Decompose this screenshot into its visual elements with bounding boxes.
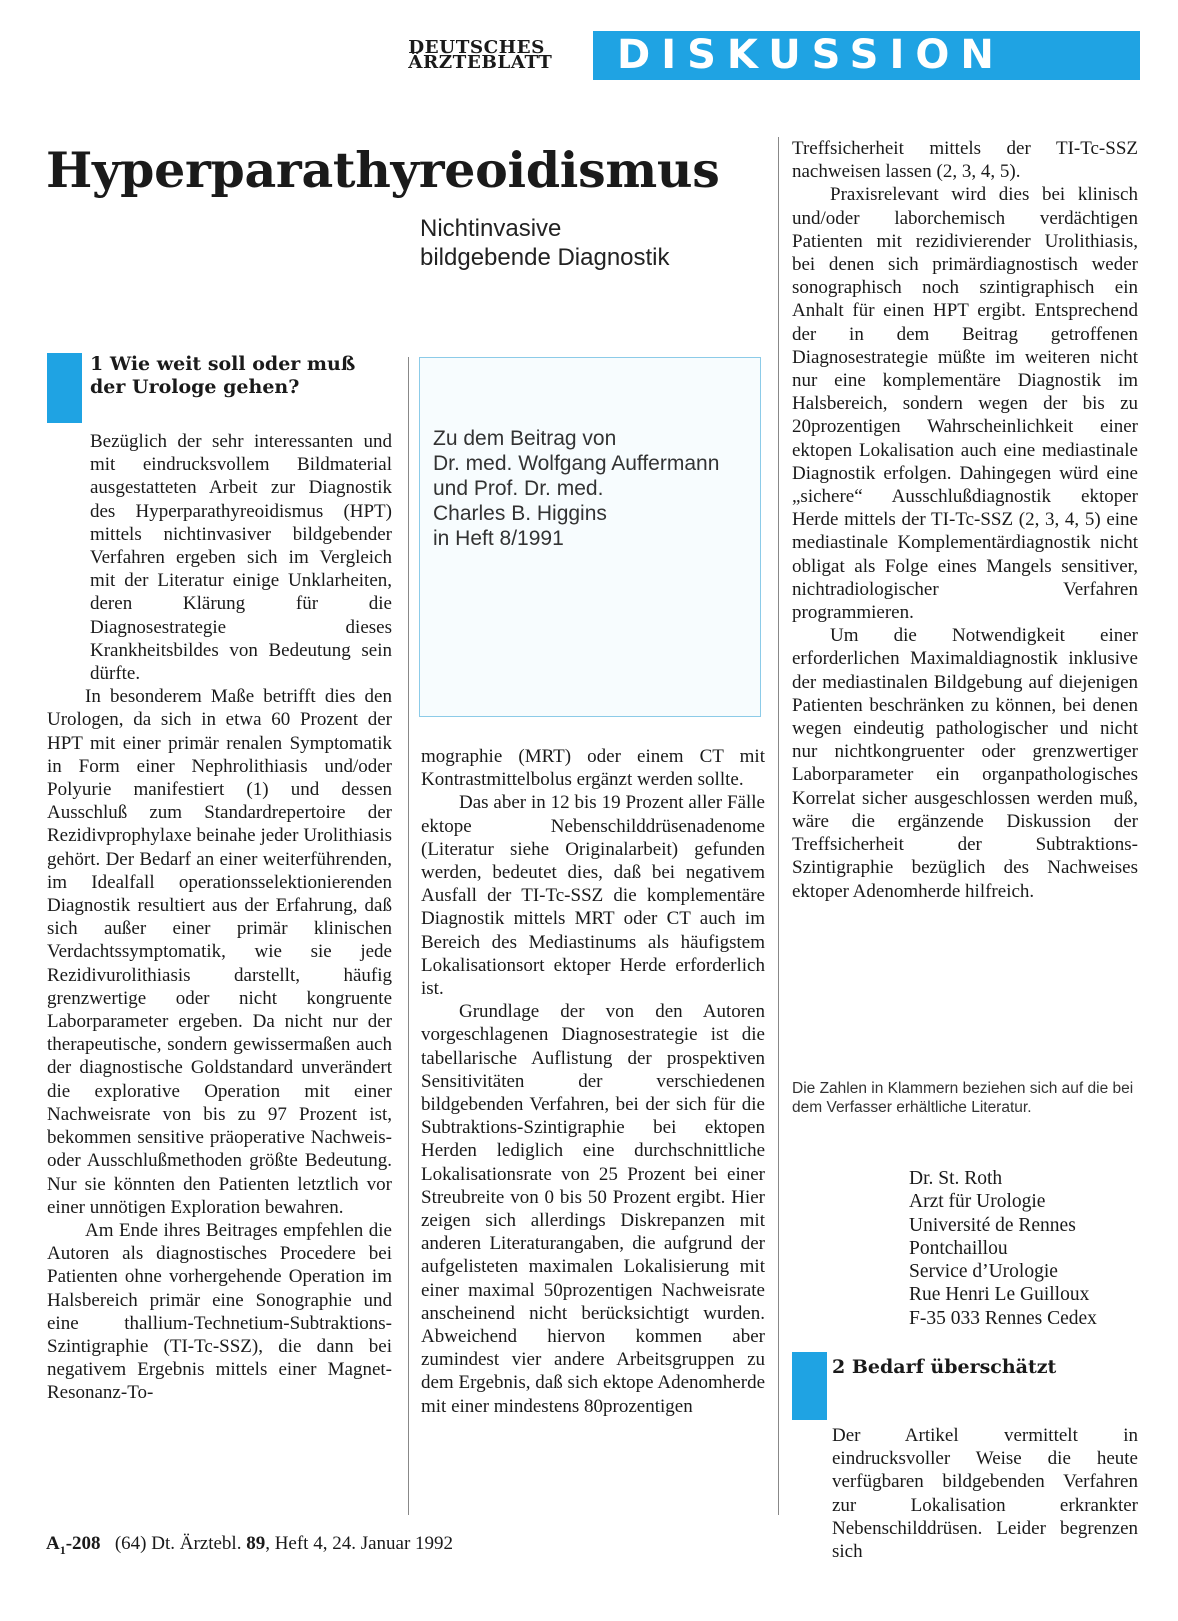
section1-paragraph-1: Bezüglich der sehr interessanten und mit eindrucksvollem Bildmaterial ausgestatteten Arbeit zur Diagnostik des Hyperparathyreoidismus (HPT) mittels nichtinvasiver bildgebender Verfahren ergeben sich im Vergleich mit der Literatur einige Unklarheiten, deren Klärung für die Diagnosestrategie dieses Krankheitsbildes von Bedeutung sein dürfte. bbox=[90, 431, 392, 685]
signature-line4: Pontchaillou bbox=[909, 1237, 1008, 1259]
article-subtitle bbox=[420, 214, 750, 272]
subtitle-line1: Nichtinvasive bbox=[420, 215, 562, 242]
footnote: Die Zahlen in Klammern beziehen sich auf die bei dem Verfasser erhältliche Literatur. bbox=[792, 1080, 1134, 1116]
author-signature bbox=[909, 1167, 1149, 1330]
reference-box-text bbox=[433, 426, 753, 551]
reference-line3: und Prof. Dr. med. bbox=[433, 477, 604, 500]
section1-paragraph-7: Treffsicherheit mittels der TI-Tc-SSZ nachweisen lassen (2, 3, 4, 5). bbox=[792, 138, 1138, 183]
page-footer bbox=[46, 1532, 646, 1562]
masthead-line2: ÄRZTEBLATT bbox=[408, 52, 553, 73]
section1-paragraph-8: Praxisrelevant wird dies bei klinisch und/oder laborchemisch verdächtigen Patienten mit rezidivierender Urolithiasis, bei denen sich primärdiagnostisch weder sonographisch noch szintigraphisch ein Anhalt für einen HPT ergibt. Entsprechend der in dem Beitrag getroffenen Diagnosestrategie müßte im weiteren nicht nur eine komplementäre Diagnostik im Halsbereich, sondern wegen der bis zu 20prozentigen Wahrscheinlichkeit einer ektopen Lokalisation auch eine mediastinale Diagnostik erfolgen. Dahingegen würd eine „sichere“ Ausschlußdiagnostik ektoper Herde mittels der TI-Tc-SSZ (2, 3, 4, 5) eine mediastinale Komplementärdiagnostik nicht obligat als Folge eines Mangels sensitiver, nichtradiologischer Verfahren programmieren. bbox=[792, 184, 1138, 624]
section1-paragraph-4: mographie (MRT) oder einem CT mit Kontrastmittelbolus ergänzt werden sollte. bbox=[421, 746, 765, 791]
reference-box bbox=[419, 357, 761, 717]
column-3-section2 bbox=[792, 1424, 1138, 1563]
column-rule-right bbox=[778, 137, 779, 1515]
page-num: -208 bbox=[65, 1533, 101, 1554]
section1-paragraph-3: Am Ende ihres Beitrages empfehlen die Autoren als diagnostisches Procedere bei Patienten ohne vorhergehende Operation im Halsbereich primär eine Sonographie und eine thallium-Technetium-Subtraktions-Szintigraphie (TI-Tc-SSZ), die dann bei negativem Ergebnis mittels einer Magnet-Resonanz-To- bbox=[47, 1219, 392, 1404]
signature-line5: Service d’Urologie bbox=[909, 1261, 1058, 1283]
signature-line1: Dr. St. Roth bbox=[909, 1168, 1003, 1189]
section2-marker bbox=[792, 1352, 827, 1420]
section2-heading: 2 Bedarf überschätzt bbox=[832, 1356, 1057, 1378]
section1-heading-line2: der Urologe gehen? bbox=[90, 376, 300, 398]
column-2 bbox=[421, 745, 765, 1418]
masthead-line1: DEUTSCHES bbox=[408, 37, 545, 58]
subtitle-line2: bildgebende Diagnostik bbox=[420, 244, 670, 271]
reference-line5: in Heft 8/1991 bbox=[433, 527, 564, 550]
section1-paragraph-5: Das aber in 12 bis 19 Prozent aller Fälle ektope Nebenschilddrüsenadenome (Literatur siehe Originalarbeit) gefunden werden, bedeutet dies, daß bei negativem Ausfall der TI-Tc-SSZ die komplementäre Diagnostik mittels MRT oder CT auch im Bereich des Mediastinums als häufigstem Lokalisationsort ektoper Herde erforderlich ist. bbox=[421, 792, 765, 1000]
section2-paragraph-1: Der Artikel vermittelt in eindrucksvoller Weise die heute verfügbaren bildgebenden Verfahren zur Lokalisation erkrankter Nebenschilddrüsen. Leider begrenzen sich bbox=[832, 1425, 1138, 1563]
issue-volume: 89 bbox=[246, 1533, 266, 1554]
signature-line2: Arzt für Urologie bbox=[909, 1191, 1046, 1213]
section-label: DISKUSSION bbox=[617, 32, 1005, 78]
reference-line4: Charles B. Higgins bbox=[433, 502, 607, 525]
section1-paragraph-6: Grundlage der von den Autoren vorgeschlagenen Diagnosestrategie ist die tabellarische Auflistung der prospektiven Sensitivitäten der verschiedenen bildgebenden Verfahren, bei der sich für die Subtraktions-Szintigraphie bei ektopen Herden lediglich eine durchschnittliche Lokalisationsrate von 25 Prozent bei einer Streubreite von 0 bis 50 Prozent ergibt. Hier zeigen sich allerdings Diskrepanzen mit anderen Literaturangaben, die aufgrund der aufgelisteten maximalen Lokalisierung mit einer maximal 50prozentigen Nachweisrate anscheinend nicht berücksichtigt wurden. Abweichend hiervon kommen aber zumindest vier andere Arbeitsgruppen zu dem Ergebnis, daß sich ektope Adenomherde mit einer mindestens 80prozentigen bbox=[421, 1001, 765, 1417]
page-prefix: A bbox=[46, 1533, 60, 1554]
issue-pre: (64) Dt. Ärztebl. bbox=[114, 1533, 242, 1554]
masthead-logo bbox=[408, 37, 587, 73]
section1-heading bbox=[90, 353, 390, 399]
section1-heading-line1: 1 Wie weit soll oder muß bbox=[90, 353, 356, 375]
article-title: Hyperparathyreoidismus bbox=[46, 141, 720, 199]
column-3 bbox=[792, 137, 1138, 903]
section1-paragraph-2: In besonderem Maße betrifft dies den Urologen, da sich in etwa 60 Prozent der HPT mit einer primär renalen Symptomatik in Form einer Nephrolithiasis und/oder Polyurie manifestiert (1) und dessen Ausschluß zum Standardrepertoire der Rezidivprophylaxe beinahe jeder Urolithiasis gehört. Der Bedarf an einer weiterführenden, im Idealfall operationsselektionierenden Diagnostik resultiert aus der Erfahrung, daß sich außer einer primär klinischen Verdachtssymptomatik, wie sie jede Rezidivurolithiasis darstellt, häufig grenzwertige oder nicht kongruente Laborparameter ergeben. Da nicht nur der therapeutische, sondern gewissermaßen auch der diagnostische Goldstandard unverändert die explorative Operation mit einer Nachweisrate von bis zu 97 Prozent ist, bekommen sensitive präoperative Nachweis- oder Ausschlußmethoden größte Bedeutung. Nur sie könnten den Patienten letztlich vor einer unnötigen Exploration bewahren. bbox=[47, 686, 392, 1218]
section1-marker bbox=[47, 353, 82, 423]
issue-post: , Heft 4, 24. Januar 1992 bbox=[265, 1533, 454, 1554]
reference-line2: Dr. med. Wolfgang Auffermann bbox=[433, 452, 720, 475]
column-1 bbox=[47, 430, 392, 1405]
section1-paragraph-9: Um die Notwendigkeit einer erforderlichen Maximaldiagnostik inklusive der mediastinalen Bildgebung auf diejenigen Patienten beschränken zu können, bei denen wegen eindeutig pathologischer und nicht nur nichtkongruenter oder grenzwertiger Laborparameter ein organpathologisches Korrelat sicher ausgeschlossen werden muß, wäre die ergänzende Diskussion der Treffsicherheit der Subtraktions-Szintigraphie bezüglich des Nachweises ektoper Adenomherde hilfreich. bbox=[792, 625, 1138, 902]
signature-line7: F-35 033 Rennes Cedex bbox=[909, 1307, 1097, 1329]
signature-line6: Rue Henri Le Guilloux bbox=[909, 1284, 1090, 1306]
page-number bbox=[46, 1533, 101, 1557]
reference-line1: Zu dem Beitrag von bbox=[433, 427, 617, 450]
signature-line3: Université de Rennes bbox=[909, 1214, 1076, 1236]
page-sub: 1 bbox=[59, 1542, 66, 1557]
section-band bbox=[593, 31, 1140, 80]
column-rule-left bbox=[408, 357, 409, 1515]
